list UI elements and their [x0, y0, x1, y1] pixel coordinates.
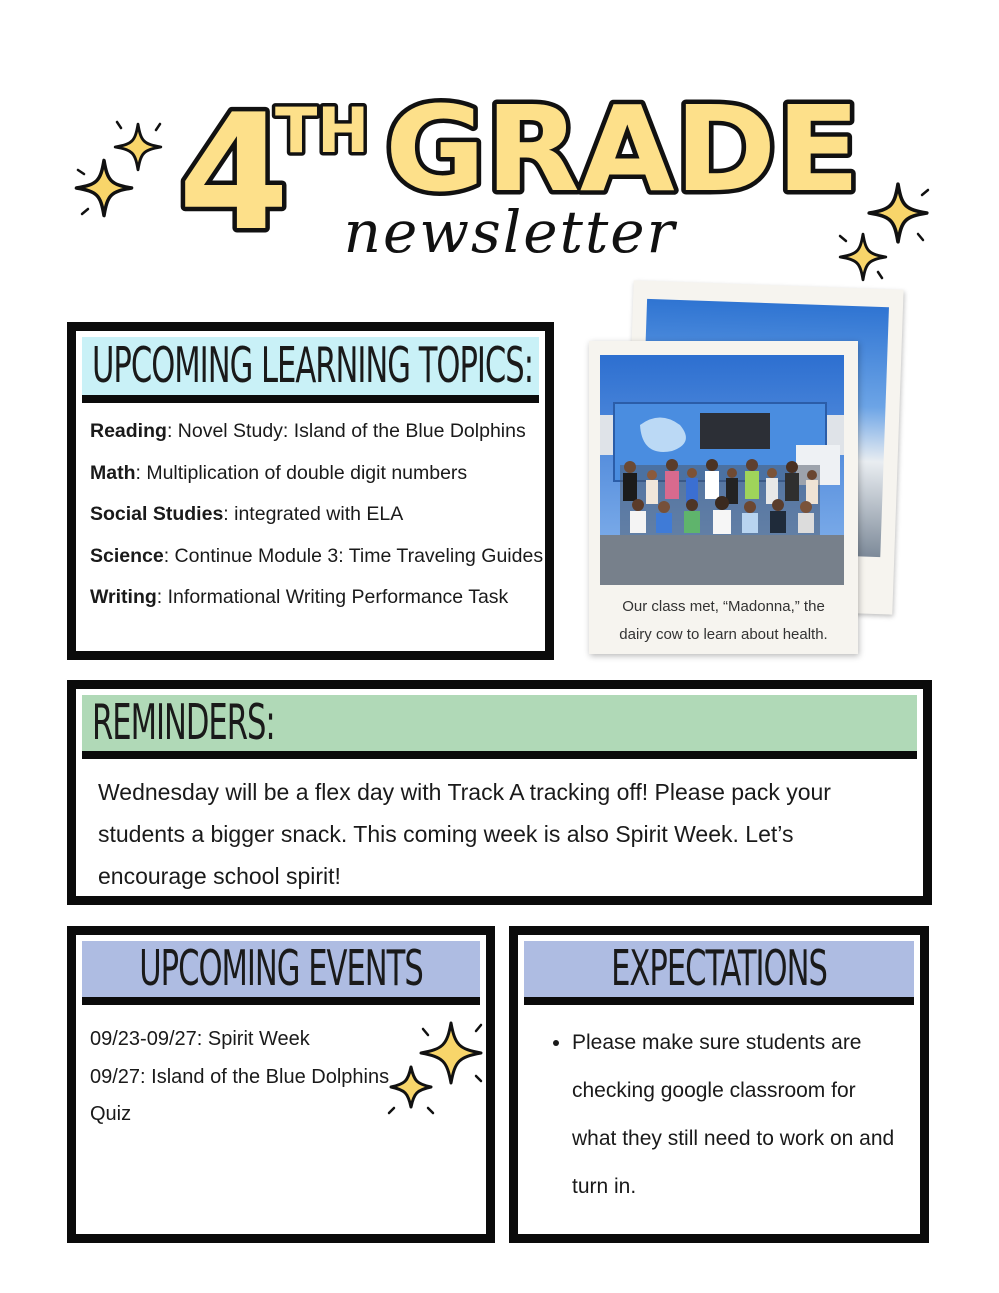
- newsletter-subtitle: newsletter: [343, 198, 677, 266]
- photo-caption-line: dairy cow to learn about health.: [619, 626, 828, 643]
- title-number: 4: [178, 79, 290, 266]
- expectations-heading: [524, 941, 914, 1005]
- learning-topics-panel: [67, 322, 554, 660]
- topic-text: : Multiplication of double digit numbers: [135, 461, 468, 484]
- sparkle-icon: [115, 124, 161, 170]
- topic-text: : Continue Module 3: Time Traveling Guides: [163, 544, 544, 567]
- reminders-text: Wednesday will be a flex day with Track A tracking off! Please pack your students a bigger snack. This coming week is also Spirit Week. Let’s encourage school spirit!: [98, 779, 831, 889]
- class-polaroid-photo: [589, 341, 858, 654]
- expectations-list: [542, 1019, 902, 1211]
- expectation-item: • Please make sure students are checking google classroom for what they still need to work on and turn in.: [572, 1019, 902, 1211]
- topic-row: [90, 411, 535, 453]
- reminders-heading-text: REMINDERS:: [92, 694, 275, 752]
- photo-caption-line: Our class met, “Madonna,” the: [622, 598, 825, 615]
- topic-row: [90, 453, 535, 495]
- topic-text: : Informational Writing Performance Task: [156, 586, 509, 608]
- title-suffix: TH: [275, 94, 370, 167]
- topic-row: [90, 494, 535, 536]
- learning-topics-heading: [82, 337, 539, 403]
- event-item: 09/27: Island of the Blue Dolphins Quiz: [90, 1065, 390, 1125]
- learning-topics-heading-text: UPCOMING LEARNING TOPICS:: [92, 337, 534, 395]
- sparkle-icon: [76, 160, 131, 215]
- topic-text: : integrated with ELA: [223, 503, 404, 525]
- topic-label: Science: [90, 544, 164, 567]
- upcoming-events-heading: [82, 941, 480, 1005]
- sparkle-icon: [381, 1015, 491, 1135]
- event-item: 09/23-09/27: Spirit Week: [90, 1028, 310, 1050]
- topic-row: [90, 577, 535, 619]
- expectations-heading-text: EXPECTATIONS: [611, 940, 827, 998]
- newsletter-header: [0, 0, 999, 300]
- upcoming-events-heading-text: UPCOMING EVENTS: [139, 940, 423, 998]
- class-photo-image: [600, 355, 844, 585]
- topic-label: Math: [90, 461, 136, 484]
- reminders-panel: [67, 680, 932, 905]
- upcoming-events-panel: [67, 926, 495, 1243]
- reminders-heading: [82, 695, 917, 759]
- topic-label: Reading: [90, 420, 167, 442]
- topic-label: Writing: [90, 586, 157, 608]
- learning-topics-list: [90, 411, 544, 619]
- expectations-panel: [509, 926, 929, 1243]
- topic-label: Social Studies: [90, 503, 224, 525]
- title-word: GRADE: [385, 80, 860, 218]
- photo-caption: [595, 593, 852, 649]
- topic-text: : Novel Study: Island of the Blue Dolphins: [166, 420, 526, 442]
- topic-row: [90, 536, 544, 578]
